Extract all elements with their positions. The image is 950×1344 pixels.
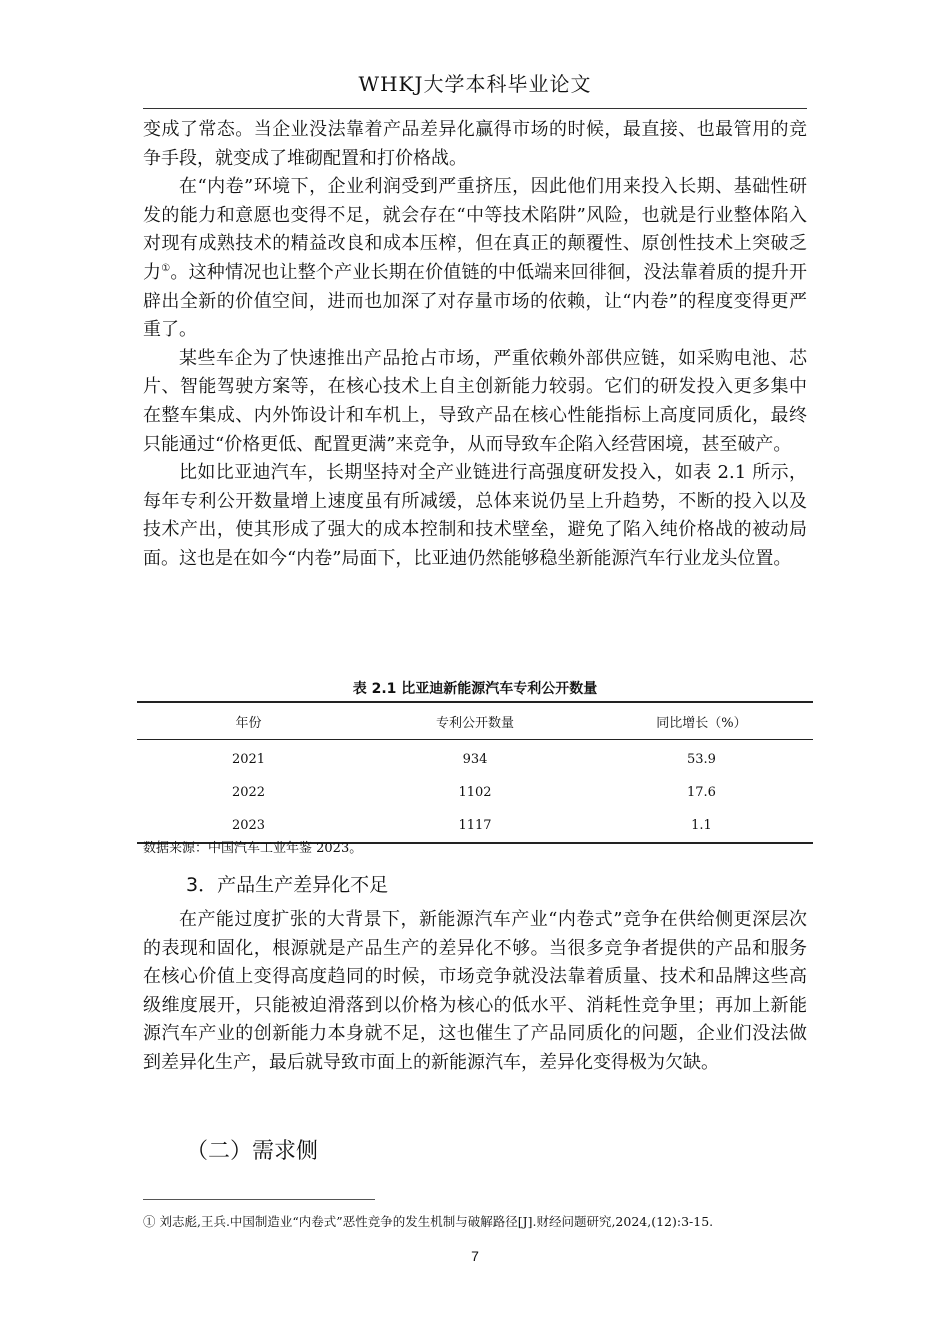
footnote-text: ① 刘志彪,王兵.中国制造业“内卷式”恶性竞争的发生机制与破解路径[J].财经问题研究,2024,(12):3-15. xyxy=(143,1214,714,1229)
paragraph-2-continued: 。这种情况也让整个产业长期在价值链的中低端来回徘徊，没法靠着质的提升开辟出全新的价值空间，进而也加深了对存量市场的依赖，让“内卷”的程度变得更严重了。 xyxy=(143,261,808,341)
cell-growth: 53.9 xyxy=(686,752,716,767)
footnote-reference[interactable]: ① xyxy=(161,262,171,274)
cell-patent-count: 1102 xyxy=(458,785,492,800)
cell-year: 2022 xyxy=(231,785,266,800)
section-paragraph: 在产能过度扩张的大背景下，新能源汽车产业“内卷式”竞争在供给侧更深层次的表现和固化，根源就是产品生产的差异化不够。当很多竞争者提供的产品和服务在核心价值上变得高度趋同的时候，市场竞争就没法靠着质量、技术和品牌这些高级维度展开，只能被迫滑落到以价格为核心的低水平、消耗性竞争里；再加上新能源汽车产业的创新能力本身就不足，这也催生了产品同质化的问题，企业们没法做到差异化生产，最后就导致市面上的新能源汽车，差异化变得极为欠缺。 xyxy=(143,909,807,1073)
page-header-title: WHKJ大学本科毕业论文 xyxy=(358,72,592,96)
table-row xyxy=(137,776,813,809)
table-header-row xyxy=(137,702,813,740)
table-row xyxy=(137,740,813,777)
paragraph-4: 比如比亚迪汽车，长期坚持对全产业链进行高强度研发投入，如表 2.1 所示，每年专利公开数量增上速度虽有所减缓，总体来说仍呈上升趋势，不断的投入以及技术产出，使其形成了强大的成本控制和技术壁垒，避免了陷入纯价格战的被动局面。这也是在如今“内卷”局面下，比亚迪仍然能够稳坐新能源汽车行业龙头位置。 xyxy=(143,462,807,569)
paragraph-2 xyxy=(143,173,807,345)
header-year: 年份 xyxy=(137,702,360,740)
cell-year: 2021 xyxy=(231,752,266,767)
body-text-block xyxy=(143,116,807,574)
table-source-note: 数据来源：中国汽车工业年鉴 2023。 xyxy=(143,841,363,856)
cell-patent-count: 934 xyxy=(462,752,488,767)
paragraph-2-text: 在“内卷”环境下，企业利润受到严重挤压，因此他们用来投入长期、基础性研发的能力和意愿也变得不足，就会存在“中等技术陷阱”风险，也就是行业整体陷入对现有成熟技术的精益改良和成本压榨，但在真正的颠覆性、原创性技术上突破乏力 xyxy=(143,176,807,283)
subsection-heading: （二）需求侧 xyxy=(186,1139,319,1164)
header-growth: 同比增长（%） xyxy=(590,702,813,740)
cell-year: 2023 xyxy=(137,809,360,843)
section-body xyxy=(143,906,807,1078)
header-patent-count: 专利公开数量 xyxy=(360,702,590,740)
header-divider xyxy=(143,108,807,109)
paragraph-1: 变成了常态。当企业没法靠着产品差异化赢得市场的时候，最直接、也最管用的竞争手段，就变成了堆砌配置和打价格战。 xyxy=(143,119,807,169)
section-heading: 3．产品生产差异化不足 xyxy=(186,874,389,896)
cell-growth: 17.6 xyxy=(686,785,716,800)
table-caption: 表 2.1 比亚迪新能源汽车专利公开数量 xyxy=(352,681,598,697)
patent-table xyxy=(137,701,813,844)
page-number: 7 xyxy=(471,1248,479,1264)
cell-growth: 1.1 xyxy=(590,809,813,843)
paragraph-3: 某些车企为了快速推出产品抢占市场，严重依赖外部供应链，如采购电池、芯片、智能驾驶方案等，在核心技术上自主创新能力较弱。它们的研发投入更多集中在整车集成、内外饰设计和车机上，导致产品在核心性能指标上高度同质化，最终只能通过“价格更低、配置更满”来竞争，从而导致车企陷入经营困境，甚至破产。 xyxy=(143,347,807,455)
cell-patent-count: 1117 xyxy=(360,809,590,843)
footnote-divider xyxy=(143,1199,375,1200)
